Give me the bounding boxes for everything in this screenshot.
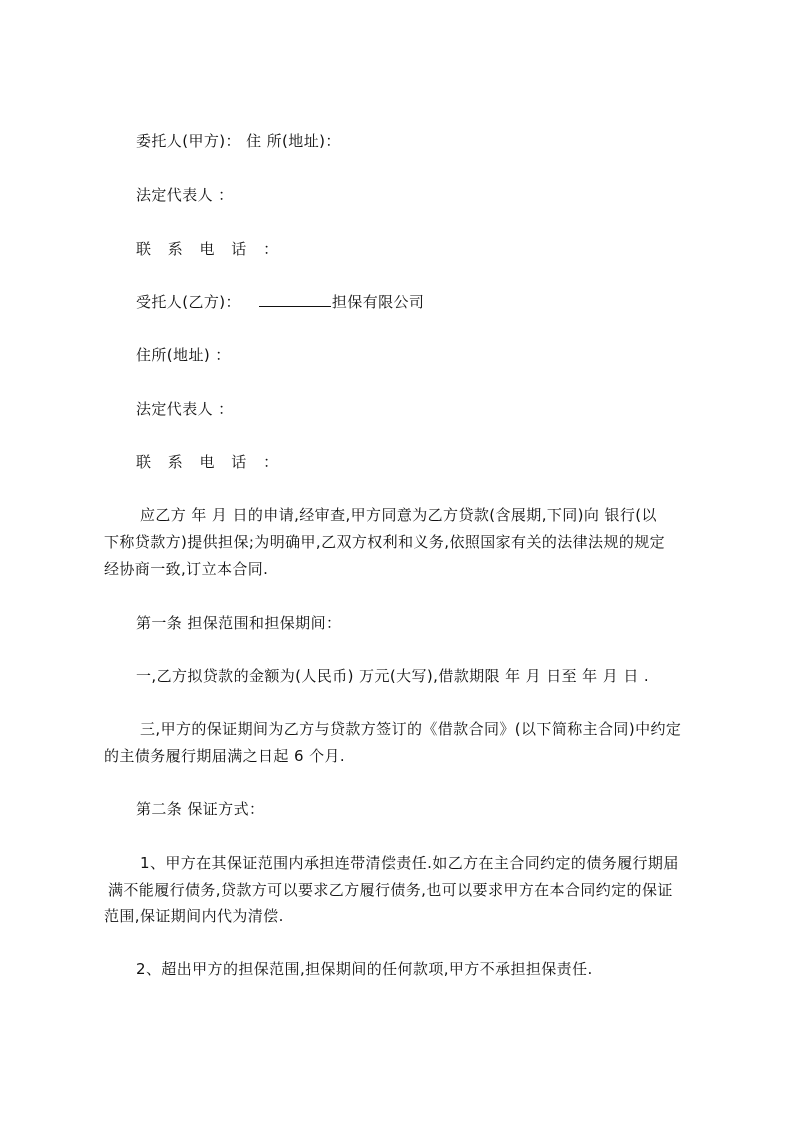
agent-company-name: 担保有限公司 <box>331 293 425 311</box>
preamble-line-1: 应乙方 年 月 日的申请,经审查,甲方同意为乙方贷款(含展期,下同)向 银行(以 <box>140 506 657 524</box>
article-1-item-3-line-2: 的主债务履行期届满之日起 6 个月. <box>104 747 346 765</box>
principal-legal-rep-line: 法定代表人 ： <box>136 186 234 204</box>
agent-legal-rep-line: 法定代表人 ： <box>136 400 234 418</box>
agent-address-line: 住所(地址) ： <box>136 346 231 364</box>
blank-underline <box>259 292 331 307</box>
article-1-item-1: 一,乙方拟贷款的金额为(人民币) 万元(大写),借款期限 年 月 日至 年 月 日 . <box>136 667 650 685</box>
article-1-item-3-line-1: 三,甲方的保证期间为乙方与贷款方签订的《借款合同》(以下简称主合同)中约定 <box>140 720 682 738</box>
article-2-item-1-line-2: 满不能履行债务,贷款方可以要求乙方履行债务,也可以要求甲方在本合同约定的保证 <box>108 881 673 899</box>
agent-party-label: 受托人(乙方)： <box>136 293 241 311</box>
article-2-item-1-line-1: 1、甲方在其保证范围内承担连带清偿责任.如乙方在主合同约定的债务履行期届 <box>140 854 679 872</box>
preamble-line-2: 下称贷款方)提供担保;为明确甲,乙双方权利和义务,依照国家有关的法律法规的规定 <box>104 533 666 551</box>
article-1-heading: 第一条 担保范围和担保期间： <box>136 614 342 632</box>
article-2-heading: 第二条 保证方式： <box>136 800 265 818</box>
preamble-line-3: 经协商一致,订立本合同. <box>104 560 269 578</box>
article-2-item-2: 2、超出甲方的担保范围,担保期间的任何款项,甲方不承担担保责任. <box>136 960 593 978</box>
agent-party-line <box>136 292 424 312</box>
principal-party-line: 委托人(甲方)： 住 所(地址)： <box>136 132 341 150</box>
principal-phone-line: 联 系 电 话 ： <box>136 240 285 258</box>
article-2-item-1-line-3: 范围,保证期间内代为清偿. <box>104 907 284 925</box>
agent-phone-line: 联 系 电 话 ： <box>136 453 285 471</box>
